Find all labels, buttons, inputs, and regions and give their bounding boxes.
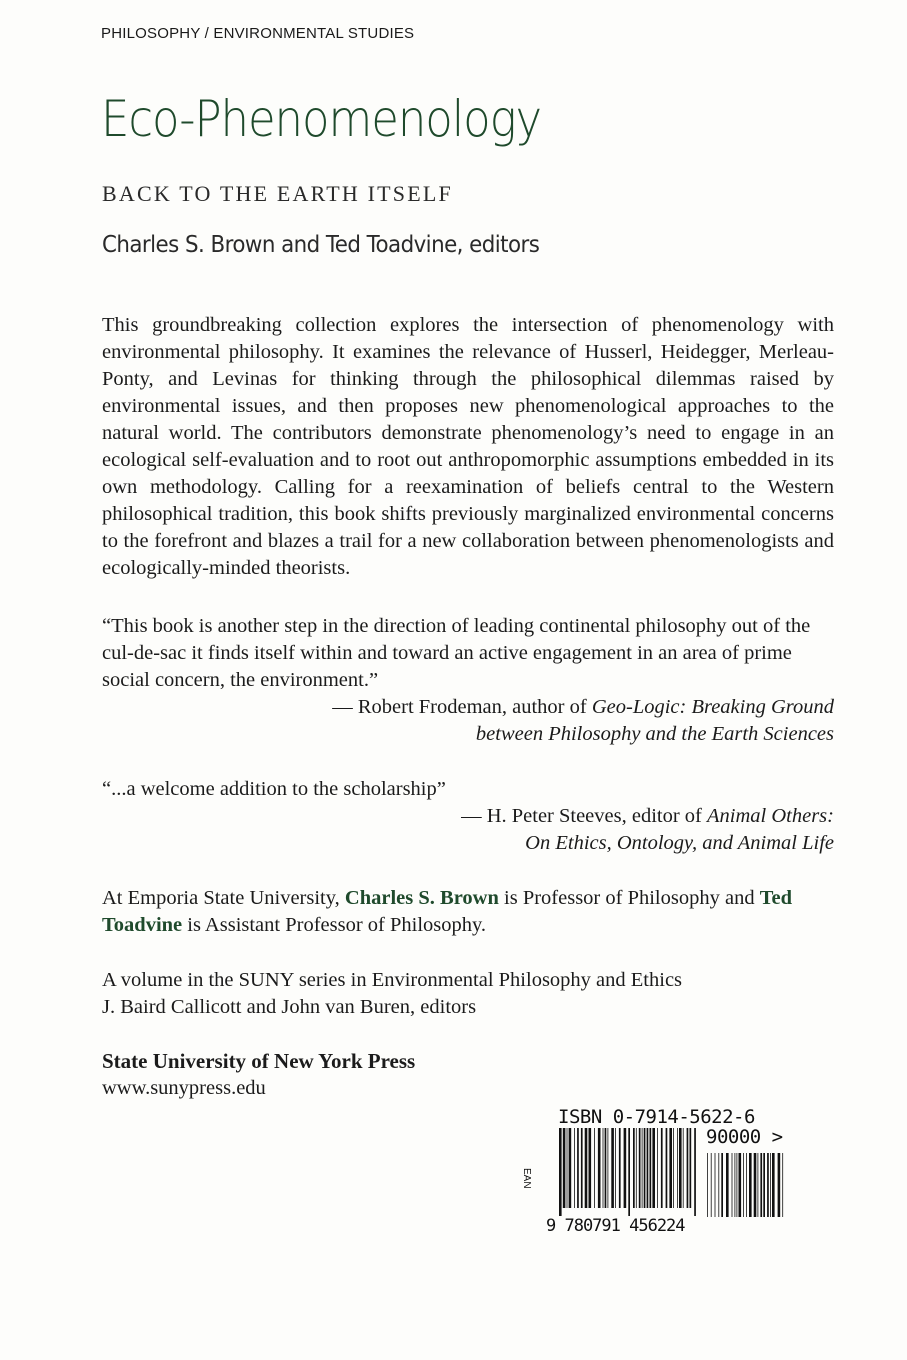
barcode-bar bbox=[611, 1128, 614, 1208]
barcode-bar bbox=[598, 1128, 601, 1208]
book-title: Eco-Phenomenology bbox=[101, 90, 542, 148]
barcode-bar bbox=[770, 1153, 771, 1217]
publisher-name: State University of New York Press bbox=[102, 1049, 416, 1073]
barcode-bar bbox=[687, 1128, 689, 1208]
quote-attribution bbox=[102, 803, 834, 830]
barcode-bar bbox=[644, 1128, 646, 1208]
barcode-bar bbox=[707, 1153, 708, 1217]
barcode-bar bbox=[624, 1128, 627, 1208]
barcode-bar bbox=[569, 1128, 572, 1208]
editors-line: Charles S. Brown and Ted Toadvine, editors bbox=[102, 232, 540, 258]
barcode-bar bbox=[721, 1153, 723, 1217]
barcode-bar bbox=[679, 1128, 682, 1208]
barcode-bar bbox=[778, 1153, 781, 1217]
book-subtitle: BACK TO THE EARTH ITSELF bbox=[102, 181, 453, 206]
quote-attribution-cont bbox=[102, 721, 834, 748]
barcode-bar bbox=[683, 1128, 684, 1208]
barcode-bar bbox=[737, 1153, 738, 1217]
barcode-bar bbox=[567, 1128, 568, 1208]
quote-attribution-prefix: — H. Peter Steeves, editor of bbox=[461, 805, 708, 827]
quote-attribution-cont bbox=[102, 830, 834, 857]
bio-name-brown: Charles S. Brown bbox=[344, 887, 499, 909]
quote-work-title: Geo-Logic: Breaking Ground bbox=[591, 696, 834, 718]
barcode-bar bbox=[726, 1153, 729, 1217]
barcode-bar bbox=[760, 1153, 762, 1217]
barcode-bar bbox=[594, 1128, 595, 1208]
quote-work-title-cont: between Philosophy and the Earth Sciences bbox=[475, 723, 834, 745]
publisher-website[interactable]: www.sunypress.edu bbox=[102, 1077, 266, 1099]
barcode-bar bbox=[577, 1128, 579, 1208]
bio-middle: is Professor of Philosophy and bbox=[498, 887, 760, 909]
series-info bbox=[102, 967, 834, 1021]
barcode-bar bbox=[633, 1128, 635, 1208]
barcode-bar bbox=[639, 1128, 641, 1208]
ean-label: EAN bbox=[521, 1168, 532, 1189]
barcode-bar bbox=[608, 1128, 609, 1208]
bio-prefix: At Emporia State University, bbox=[102, 887, 345, 909]
barcode-bar bbox=[690, 1128, 692, 1208]
barcode-bar bbox=[782, 1153, 783, 1217]
editors-bio bbox=[102, 885, 834, 939]
barcode-bar bbox=[743, 1153, 744, 1217]
barcode-bar bbox=[749, 1153, 752, 1217]
barcode-bar bbox=[666, 1128, 668, 1208]
isbn-number: ISBN 0-7914-5622-6 bbox=[558, 1106, 755, 1128]
barcode-bar bbox=[715, 1153, 716, 1217]
barcode-bar bbox=[711, 1153, 712, 1217]
endorsement-quote bbox=[102, 776, 834, 857]
quote-work-title-cont: On Ethics, Ontology, and Animal Life bbox=[525, 832, 834, 854]
barcode-bar bbox=[694, 1128, 696, 1216]
barcode-bar bbox=[732, 1153, 733, 1217]
category-label: PHILOSOPHY / ENVIRONMENTAL STUDIES bbox=[101, 25, 415, 42]
series-editors: J. Baird Callicott and John van Buren, editors bbox=[102, 996, 477, 1018]
barcode-addon-number: 90000 > bbox=[706, 1126, 783, 1148]
barcode-bar bbox=[605, 1128, 607, 1208]
barcode-bar bbox=[603, 1128, 604, 1208]
barcode-bar bbox=[574, 1128, 575, 1208]
quote-text: “...a welcome addition to the scholarship” bbox=[102, 778, 446, 800]
barcode-bar bbox=[772, 1153, 775, 1217]
barcode-bar bbox=[661, 1128, 663, 1208]
bio-suffix: is Assistant Professor of Philosophy. bbox=[182, 914, 487, 936]
quote-text: “This book is another step in the direction of leading continental philosophy out of the cul-de-sac it finds itself within and toward an active engagement in an area of prime social concern, the environment.” bbox=[102, 615, 811, 691]
ean-barcode bbox=[558, 1128, 698, 1216]
barcode-bar bbox=[767, 1153, 769, 1217]
bio-name-toadvine: Ted Toadvine bbox=[102, 887, 792, 936]
barcode-bar bbox=[563, 1128, 566, 1208]
barcode-bar bbox=[589, 1128, 592, 1208]
barcode-bar bbox=[559, 1128, 562, 1216]
barcode-bar bbox=[758, 1153, 759, 1217]
barcode-bar bbox=[718, 1153, 719, 1217]
series-title: A volume in the SUNY series in Environmental Philosophy and Ethics bbox=[102, 969, 683, 991]
endorsement-quote bbox=[102, 613, 834, 748]
quote-work-title: Animal Others: bbox=[707, 805, 834, 827]
barcode-bar bbox=[652, 1128, 655, 1208]
barcode-bar bbox=[677, 1128, 678, 1208]
barcode-bar bbox=[746, 1153, 747, 1217]
barcode-bar bbox=[636, 1128, 637, 1208]
quote-attribution bbox=[102, 694, 834, 721]
barcode-bar bbox=[754, 1153, 757, 1217]
barcode-bar bbox=[642, 1128, 643, 1208]
addon-barcode bbox=[706, 1153, 786, 1217]
barcode-bar bbox=[619, 1128, 621, 1208]
barcode-bar bbox=[585, 1128, 588, 1208]
barcode-bar bbox=[615, 1128, 616, 1208]
barcode-bar bbox=[628, 1128, 630, 1216]
barcode-bar bbox=[739, 1153, 742, 1217]
barcode-bar bbox=[581, 1128, 583, 1208]
ean-digits: 9 780791 456224 bbox=[546, 1216, 685, 1236]
barcode-bar bbox=[735, 1153, 736, 1217]
barcode-bar bbox=[650, 1128, 652, 1208]
barcode-bar bbox=[763, 1153, 765, 1217]
barcode-bar bbox=[669, 1128, 672, 1208]
quote-attribution-prefix: — Robert Frodeman, author of bbox=[332, 696, 592, 718]
barcode-bar bbox=[657, 1128, 658, 1208]
barcode-bar bbox=[647, 1128, 649, 1208]
book-description: This groundbreaking collection explores the intersection of phenomenology with environmental philosophy. It examines the relevance of Husserl, Heidegger, Merleau-Ponty, and Levinas for thinking through the philosophical dilemmas raised by environmental issues, and then proposes new phenomenological approaches to the natural world. The contributors demonstrate phenomenology’s need to engage in an ecological self-evaluation and to root out anthropomorphic assumptions embedded in its own methodology. Calling for a reexamination of beliefs central to the Western philosophical tradition, this book shifts previously marginalized environmental concerns to the forefront and blazes a trail for a new collaboration between phenomenologists and ecologically-minded theorists. bbox=[102, 314, 834, 579]
barcode-bar bbox=[673, 1128, 674, 1208]
